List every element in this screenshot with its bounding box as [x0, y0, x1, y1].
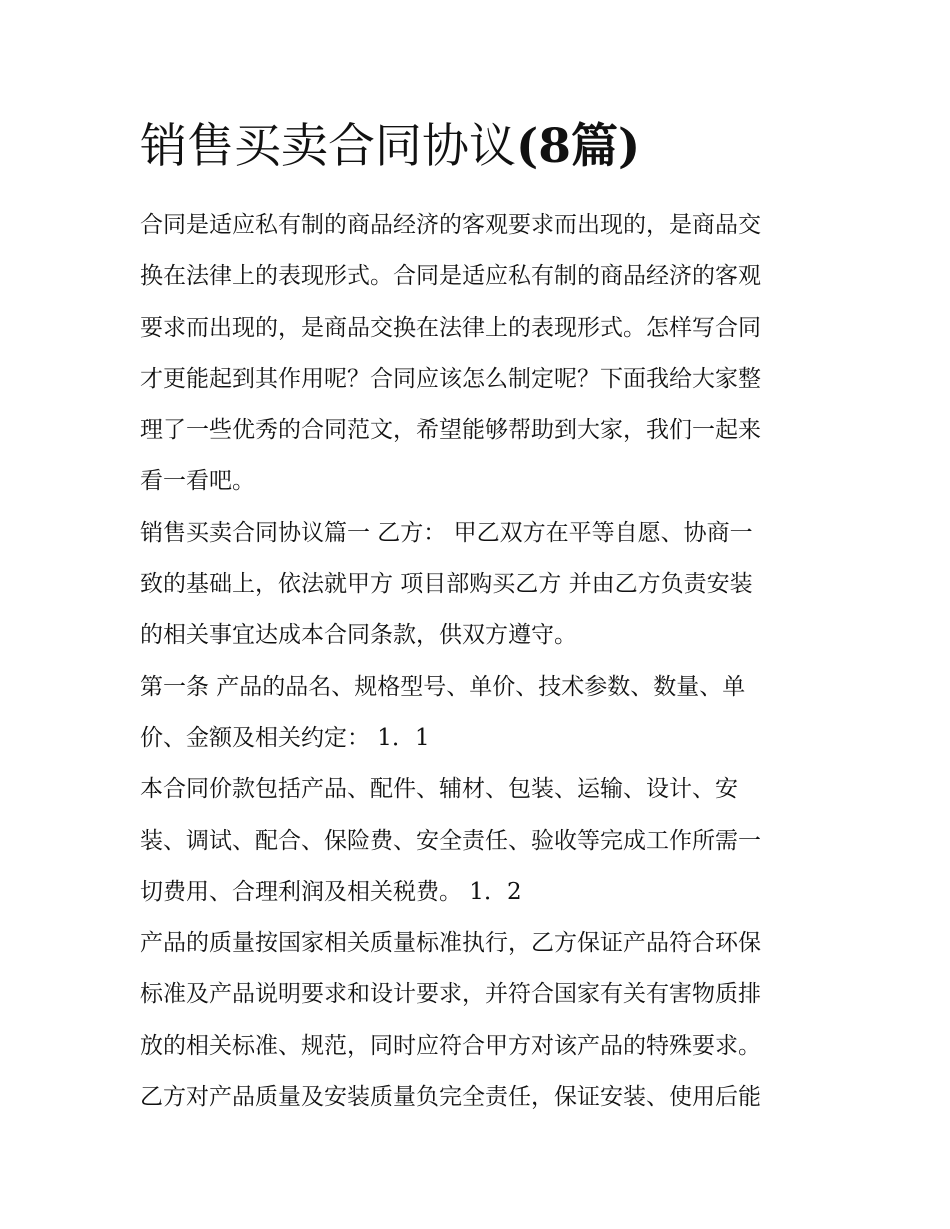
text-line: 销售买卖合同协议篇一 乙方： 甲乙双方在平等自愿、协商一: [140, 519, 753, 546]
text-line: 的相关事宜达成本合同条款，供双方遵守。: [140, 622, 577, 649]
paragraph-price-scope: [140, 764, 815, 918]
text-line: 第一条 产品的品名、规格型号、单价、技术参数、数量、单: [140, 673, 746, 700]
text-line: 装、调试、配合、保险费、安全责任、验收等完成工作所需一: [140, 827, 761, 854]
text-line: 乙方对产品质量及安装质量负完全责任，保证安装、使用后能: [140, 1084, 761, 1111]
document-title-main: 销售买卖合同协议: [140, 119, 516, 174]
paragraph-quality: [140, 918, 815, 1123]
document-title-suffix: (8篇): [516, 119, 641, 174]
text-line: 换在法律上的表现形式。合同是适应私有制的商品经济的客观: [140, 263, 761, 290]
text-line: 价、金额及相关约定： 1．1: [140, 724, 430, 751]
text-line: 要求而出现的，是商品交换在法律上的表现形式。怎样写合同: [140, 314, 761, 341]
text-line: 放的相关标准、规范，同时应符合甲方对该产品的特殊要求。: [140, 1032, 761, 1059]
text-line: 本合同价款包括产品、配件、辅材、包装、运输、设计、安: [140, 776, 738, 803]
text-line: 切费用、合理利润及相关税费。 1．2: [140, 878, 522, 905]
paragraph-intro: [140, 200, 815, 508]
text-line: 标准及产品说明要求和设计要求，并符合国家有关有害物质排: [140, 981, 761, 1008]
text-line: 才更能起到其作用呢？合同应该怎么制定呢？下面我给大家整: [140, 365, 761, 392]
document-title: [140, 112, 815, 182]
text-line: 理了一些优秀的合同范文，希望能够帮助到大家，我们一起来: [140, 417, 761, 444]
paragraph-contract-one: [140, 508, 815, 662]
text-line: 合同是适应私有制的商品经济的客观要求而出现的，是商品交: [140, 212, 761, 238]
paragraph-article-one: [140, 662, 815, 765]
text-line: 看一看吧。: [140, 468, 255, 495]
document-body: [140, 200, 815, 1123]
text-line: 产品的质量按国家相关质量标准执行，乙方保证产品符合环保: [140, 930, 761, 957]
document-page: [140, 112, 815, 1123]
text-line: 致的基础上，依法就甲方 项目部购买乙方 并由乙方负责安装: [140, 571, 753, 598]
